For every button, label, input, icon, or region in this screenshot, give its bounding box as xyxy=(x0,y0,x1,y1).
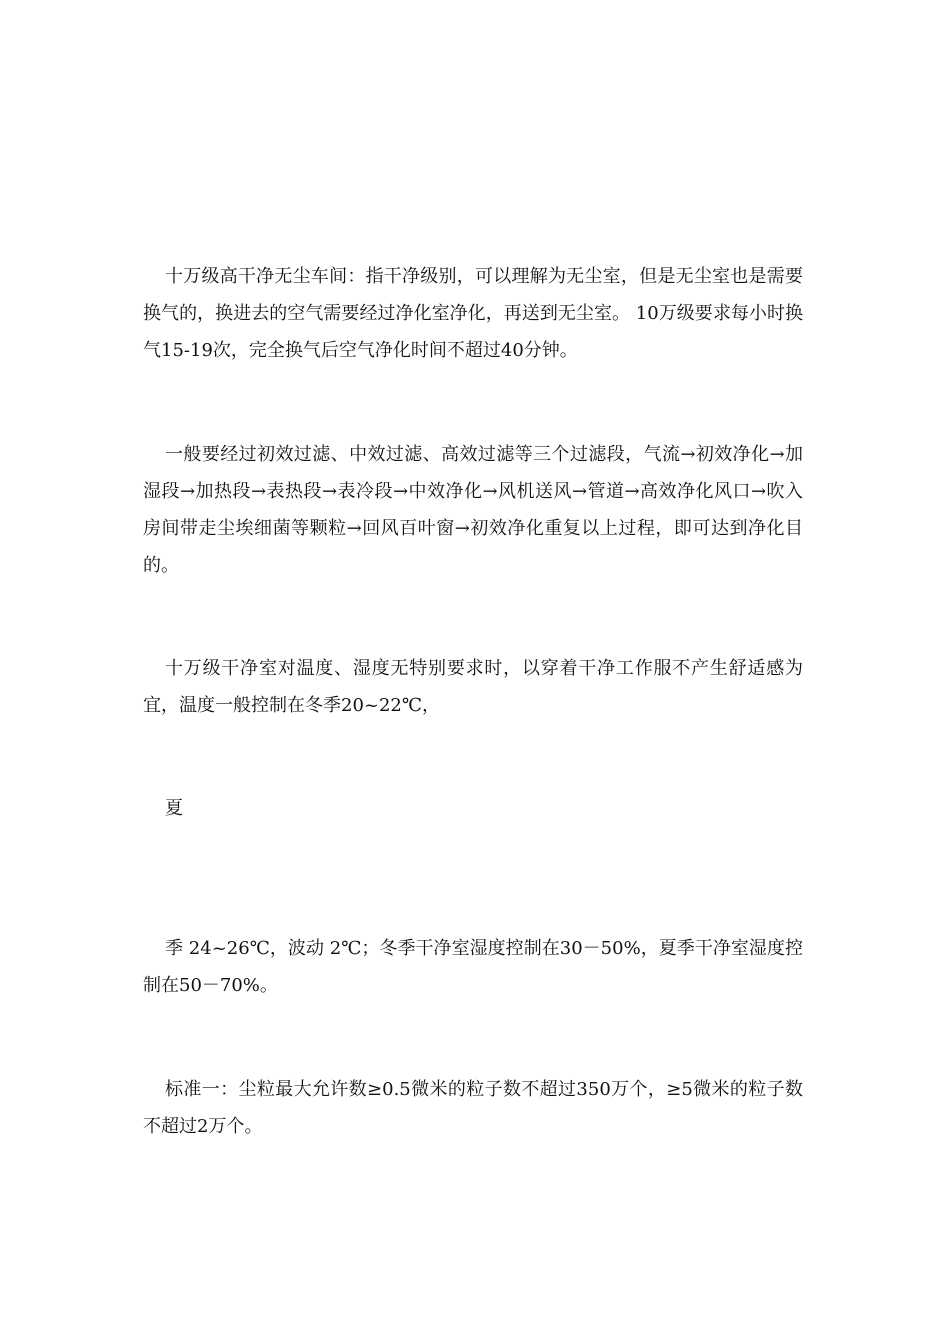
paragraph-summer-fragment: 夏 xyxy=(165,798,183,819)
paragraph-particle-standard: 标准一：尘粒最大允许数≥0.5微米的粒子数不超过350万个，≥5微米的粒子数不超过2万个。 xyxy=(143,1079,803,1137)
paragraph-humidity-requirements: 季 24~26℃，波动 2℃；冬季干净室湿度控制在30－50%，夏季干净室湿度控制在50－70%。 xyxy=(143,938,803,996)
paragraph-cleanroom-definition: 十万级高干净无尘车间：指干净级别，可以理解为无尘室，但是无尘室也是需要换气的，换进去的空气需要经过净化室净化，再送到无尘室。 10万级要求每小时换气15-19次，完全换气后空气净化时间不超过40分钟。 xyxy=(143,266,803,361)
paragraph-temperature-requirements: 十万级干净室对温度、湿度无特别要求时，以穿着干净工作服不产生舒适感为宜，温度一般控制在冬季20~22℃， xyxy=(143,658,803,716)
paragraph-filtration-process: 一般要经过初效过滤、中效过滤、高效过滤等三个过滤段，气流→初效净化→加湿段→加热段→表热段→表冷段→中效净化→风机送风→管道→高效净化风口→吹入房间带走尘埃细菌等颗粒→回风百叶窗→初效净化重复以上过程，即可达到净化目的。 xyxy=(143,444,803,576)
